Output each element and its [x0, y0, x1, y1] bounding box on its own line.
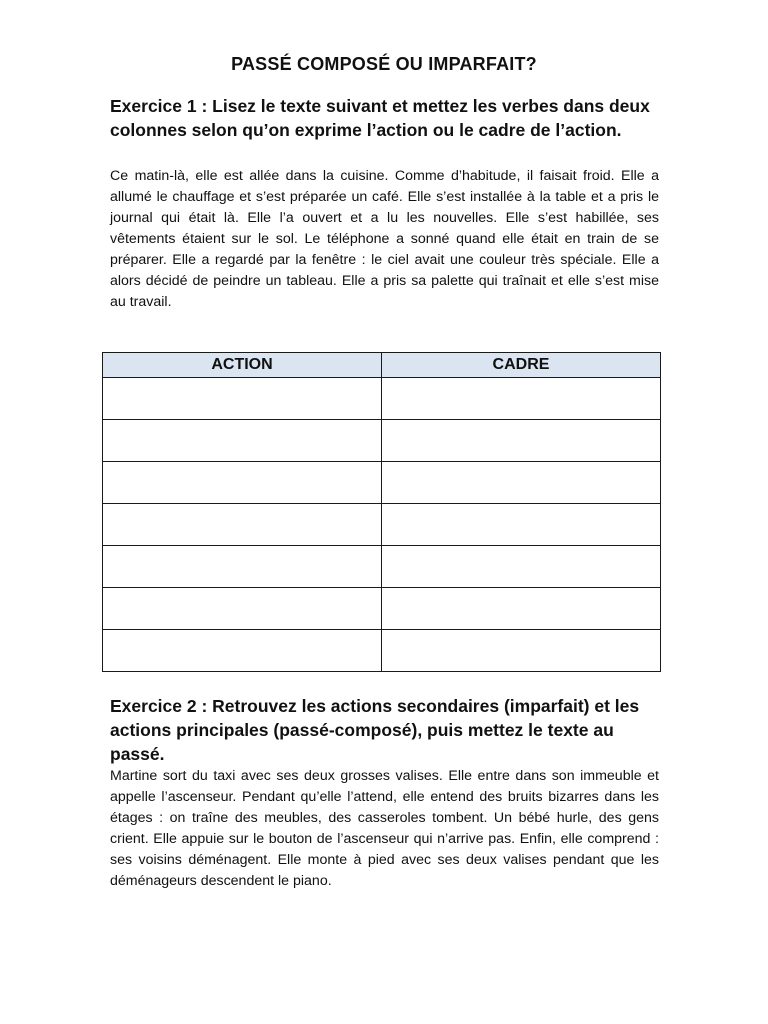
table-row: [103, 546, 661, 588]
cadre-cell[interactable]: [382, 588, 661, 630]
action-cell[interactable]: [103, 630, 382, 672]
table-body: [103, 378, 661, 672]
action-cell[interactable]: [103, 378, 382, 420]
action-cell[interactable]: [103, 504, 382, 546]
exercise-1-heading: Exercice 1 : Lisez le texte suivant et mettez les verbes dans deux colonnes selon qu’on exprime l’action ou le cadre de l’action.: [110, 96, 650, 140]
action-cadre-table: [102, 352, 661, 672]
cadre-cell[interactable]: [382, 504, 661, 546]
cadre-cell[interactable]: [382, 378, 661, 420]
table-row: [103, 504, 661, 546]
table-row: [103, 378, 661, 420]
exercise-2-heading: Exercice 2 : Retrouvez les actions secondaires (imparfait) et les actions principales (passé-composé), puis mettez le texte au passé.: [110, 696, 640, 764]
action-cell[interactable]: [103, 462, 382, 504]
action-cell[interactable]: [103, 588, 382, 630]
column-header-action: ACTION: [103, 353, 382, 378]
table-row: [103, 420, 661, 462]
cadre-cell[interactable]: [382, 630, 661, 672]
cadre-cell[interactable]: [382, 462, 661, 504]
table-header-row: [103, 353, 661, 378]
cadre-cell[interactable]: [382, 420, 661, 462]
cadre-cell[interactable]: [382, 546, 661, 588]
exercise-2-text: Martine sort du taxi avec ses deux grosses valises. Elle entre dans son immeuble et appelle l’ascenseur. Pendant qu’elle l’attend, elle entend des bruits bizarres dans les étages : on traîne des meubles, des casseroles tombent. Un bébé hurle, des gens crient. Elle appuie sur le bouton de l’ascenseur qui n’arrive pas. Enfin, elle comprend : ses voisins déménagent. Elle monte à pied avec ses deux valises pendant que les déménageurs descendent le piano.: [110, 768, 659, 889]
table-row: [103, 462, 661, 504]
page-title: PASSÉ COMPOSÉ OU IMPARFAIT?: [231, 54, 537, 74]
table-row: [103, 630, 661, 672]
exercise-1-text: Ce matin-là, elle est allée dans la cuisine. Comme d’habitude, il faisait froid. Elle a allumé le chauffage et s’est préparée un café. Elle s’est installée à la table et a pris le journal qui était là. Elle l’a ouvert et a lu les nouvelles. Elle s’est habillée, ses vêtements étaient sur le sol. Le téléphone a sonné quand elle était en train de se préparer. Elle a regardé par la fenêtre : le ciel avait une couleur très spéciale. Elle a alors décidé de peindre un tableau. Elle a pris sa palette qui traînait et elle s’est mise au travail.: [110, 168, 659, 310]
action-cell[interactable]: [103, 420, 382, 462]
action-cell[interactable]: [103, 546, 382, 588]
column-header-cadre: CADRE: [382, 353, 661, 378]
table-row: [103, 588, 661, 630]
